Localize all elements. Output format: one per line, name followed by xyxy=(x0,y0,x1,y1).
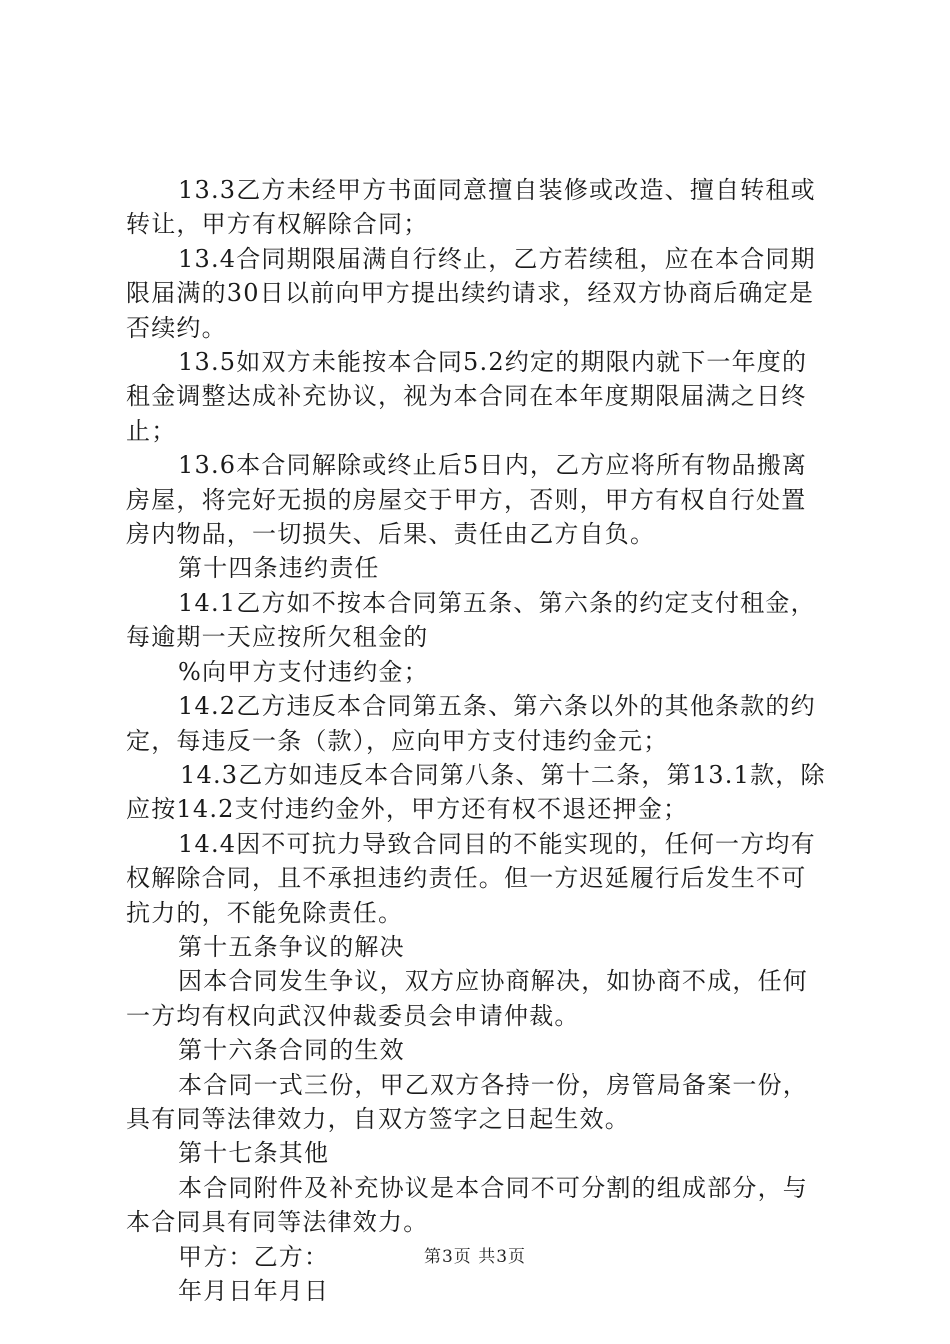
document-line: 租金调整达成补充协议，视为本合同在本年度期限届满之日终 xyxy=(126,382,807,411)
document-line: 应按14.2支付违约金外，甲方还有权不退还押金； xyxy=(126,795,689,824)
document-line: 第十七条其他 xyxy=(178,1139,330,1168)
document-line: 房屋，将完好无损的房屋交于甲方，否则，甲方有权自行处置 xyxy=(126,485,807,514)
document-line: 14.3乙方如违反本合同第八条、第十二条，第13.1款，除 xyxy=(180,760,826,789)
document-line: 权解除合同，且不承担违约责任。但一方迟延履行后发生不可 xyxy=(126,864,807,893)
document-line: 14.1乙方如不按本合同第五条、第六条的约定支付租金， xyxy=(178,588,816,617)
document-line: 止； xyxy=(126,416,177,445)
document-line: 本合同附件及补充协议是本合同不可分割的组成部分，与 xyxy=(178,1173,808,1202)
document-line: 具有同等法律效力，自双方签字之日起生效。 xyxy=(126,1104,630,1133)
document-line: 抗力的，不能免除责任。 xyxy=(126,898,404,927)
document-line: 年月日年月日 xyxy=(178,1277,330,1305)
document-line: 14.4因不可抗力导致合同目的不能实现的，任何一方均有 xyxy=(178,829,816,858)
document-line: 14.2乙方违反本合同第五条、第六条以外的其他条款的约 xyxy=(178,692,816,721)
document-line: 13.4合同期限届满自行终止，乙方若续租，应在本合同期 xyxy=(178,244,816,273)
document-line: 第十五条争议的解决 xyxy=(178,932,405,961)
document-line: 13.3乙方未经甲方书面同意擅自装修或改造、擅自转租或 xyxy=(178,176,816,204)
document-line: 甲方：乙方： xyxy=(178,1242,330,1271)
document-line: 本合同一式三份，甲乙双方各持一份，房管局备案一份， xyxy=(178,1070,808,1099)
document-line: 限届满的30日以前向甲方提出续约请求，经双方协商后确定是 xyxy=(126,279,815,308)
document-line: 13.6本合同解除或终止后5日内，乙方应将所有物品搬离 xyxy=(178,451,808,480)
document-line: 转让，甲方有权解除合同； xyxy=(126,210,429,239)
document-line: 每逾期一天应按所欠租金的 xyxy=(126,623,429,652)
document-line: 否续约。 xyxy=(126,313,227,342)
document-line: 定，每违反一条（款），应向甲方支付违约金元； xyxy=(126,726,669,755)
document-line: 因本合同发生争议，双方应协商解决，如协商不成，任何 xyxy=(178,967,808,996)
page-number-label: 第3页 共3页 xyxy=(423,1247,527,1267)
document-line: %向甲方支付违约金； xyxy=(178,657,429,686)
document-line: 一方均有权向武汉仲裁委员会申请仲裁。 xyxy=(126,1001,580,1030)
document-line: 本合同具有同等法律效力。 xyxy=(126,1208,429,1237)
document-line: 第十六条合同的生效 xyxy=(178,1036,405,1065)
document-line: 房内物品，一切损失、后果、责任由乙方自负。 xyxy=(126,520,656,549)
page-footer xyxy=(0,1242,950,1267)
document-line: 13.5如双方未能按本合同5.2约定的期限内就下一年度的 xyxy=(178,348,808,377)
document-line: 第十四条违约责任 xyxy=(178,554,380,583)
document-body xyxy=(126,173,838,1308)
